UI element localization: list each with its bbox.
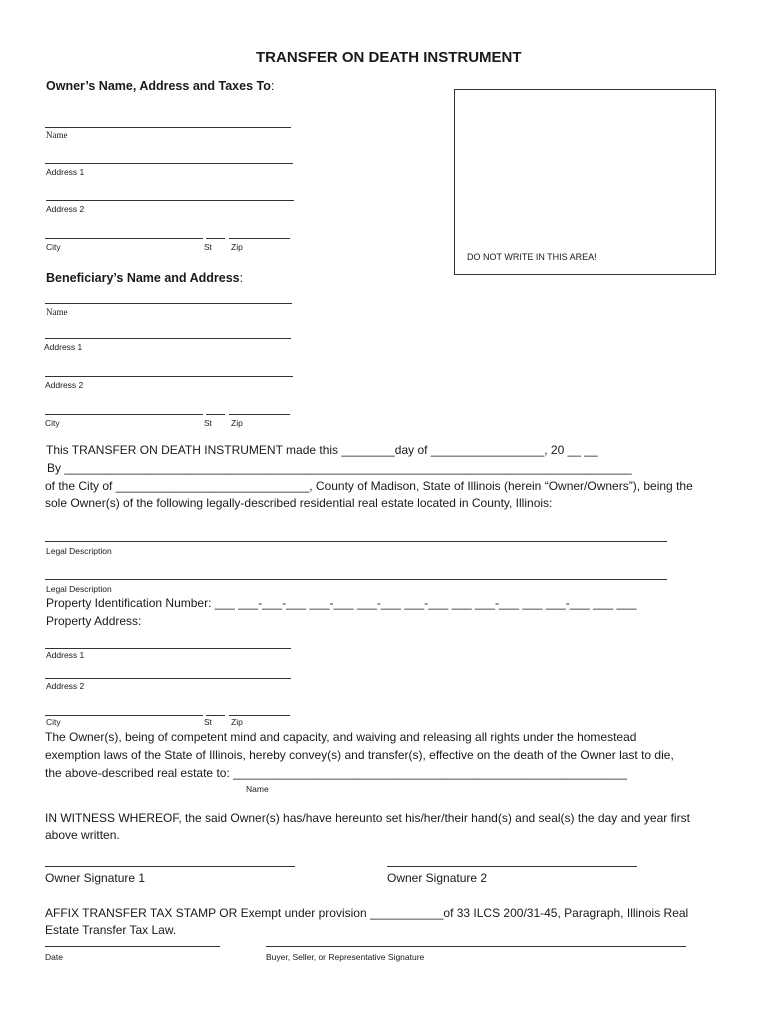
beneficiary-zip-line[interactable] (229, 414, 290, 415)
beneficiary-st-line[interactable] (206, 414, 225, 415)
beneficiary-address1-line[interactable] (45, 338, 291, 339)
owner-signature-2-label: Owner Signature 2 (387, 871, 488, 885)
beneficiary-name-label: Name (46, 307, 68, 317)
owner-st-label: St (204, 242, 213, 252)
legal-description-label-1: Legal Description (46, 546, 112, 556)
owner-address1-label: Address 1 (46, 167, 85, 177)
owner-city-line[interactable] (45, 238, 203, 239)
owner-st-line[interactable] (206, 238, 225, 239)
grantee-name-label: Name (246, 784, 269, 794)
beneficiary-st-label: St (204, 418, 213, 428)
conveyance-line-3: the above-described real estate to: ___________________________________________________________ (45, 766, 627, 780)
representative-signature-label: Buyer, Seller, or Representative Signature (266, 952, 425, 962)
tax-stamp-line-2: Estate Transfer Tax Law. (45, 923, 177, 937)
beneficiary-section-heading: Beneficiary’s Name and Address: (46, 271, 244, 285)
date-line[interactable] (45, 946, 220, 947)
pin-blanks[interactable]: ___ ___-___-___ ___-___ ___-___ ___-___ ___ ___-___ ___ ___-___ ___ ___ (214, 596, 637, 610)
property-city-line[interactable] (45, 715, 203, 716)
beneficiary-address1-label: Address 1 (44, 342, 83, 352)
beneficiary-city-line[interactable] (45, 414, 203, 415)
owner-city-label: City (46, 242, 61, 252)
legal-description-label-2: Legal Description (46, 584, 112, 594)
sole-owner-line: sole Owner(s) of the following legally-described residential real estate located in County, Illinois: (45, 496, 553, 510)
property-zip-line[interactable] (229, 715, 290, 716)
conveyance-line-1: The Owner(s), being of competent mind and capacity, and waiving and releasing all rights under the homestead (45, 730, 637, 744)
beneficiary-name-line[interactable] (45, 303, 292, 304)
property-st-line[interactable] (206, 715, 225, 716)
property-st-label: St (204, 717, 213, 727)
date-label: Date (45, 952, 63, 962)
owner-address2-line[interactable] (46, 200, 294, 201)
recording-area-box (454, 89, 716, 275)
conveyance-line-2: exemption laws of the State of Illinois, hereby convey(s) and transfer(s), effective on the death of the Owner last to die, (45, 748, 674, 762)
owner-address1-line[interactable] (45, 163, 293, 164)
property-address2-label: Address 2 (46, 681, 85, 691)
owner-zip-label: Zip (231, 242, 243, 252)
owner-signature-1-line[interactable] (45, 866, 295, 867)
property-zip-label: Zip (231, 717, 243, 727)
owner-zip-line[interactable] (229, 238, 290, 239)
recording-area-notice: DO NOT WRITE IN THIS AREA! (467, 252, 597, 262)
representative-signature-line[interactable] (266, 946, 686, 947)
legal-description-line-1[interactable] (45, 541, 667, 542)
city-county-line: of the City of _____________________________, County of Madison, State of Illinois (herein “Owner/Owners”), being the (45, 479, 693, 493)
made-this-line: This TRANSFER ON DEATH INSTRUMENT made this ________day of _________________, 20 __ __ (46, 443, 598, 457)
page-title: TRANSFER ON DEATH INSTRUMENT (256, 49, 522, 66)
witness-line-2: above written. (45, 828, 120, 842)
owner-name-line[interactable] (45, 127, 291, 128)
property-city-label: City (46, 717, 61, 727)
property-address-label: Property Address: (46, 614, 142, 628)
owner-address2-label: Address 2 (46, 204, 85, 214)
beneficiary-address2-label: Address 2 (45, 380, 84, 390)
legal-description-line-2[interactable] (45, 579, 667, 580)
owner-signature-2-line[interactable] (387, 866, 637, 867)
owner-section-heading: Owner’s Name, Address and Taxes To: (46, 79, 275, 93)
beneficiary-address2-line[interactable] (45, 376, 293, 377)
property-address2-line[interactable] (45, 678, 291, 679)
property-address1-line[interactable] (45, 648, 291, 649)
witness-line-1: IN WITNESS WHEREOF, the said Owner(s) has/have hereunto set his/her/their hand(s) and seal(s) the day and year first (45, 811, 690, 825)
tax-stamp-line-1: AFFIX TRANSFER TAX STAMP OR Exempt under provision ___________of 33 ILCS 200/31-45, Paragraph, Illinois Real (45, 906, 689, 920)
by-line: By _____________________________________________________________________________________ (47, 461, 632, 475)
owner-name-label: Name (46, 130, 68, 140)
beneficiary-city-label: City (45, 418, 60, 428)
property-address1-label: Address 1 (46, 650, 85, 660)
beneficiary-zip-label: Zip (231, 418, 243, 428)
owner-signature-1-label: Owner Signature 1 (45, 871, 146, 885)
pin-label: Property Identification Number: ___ ___-___-___ ___-___ ___-___ ___-___ ___ ___-___ ___ ___-___ ___ ___ (46, 596, 637, 610)
